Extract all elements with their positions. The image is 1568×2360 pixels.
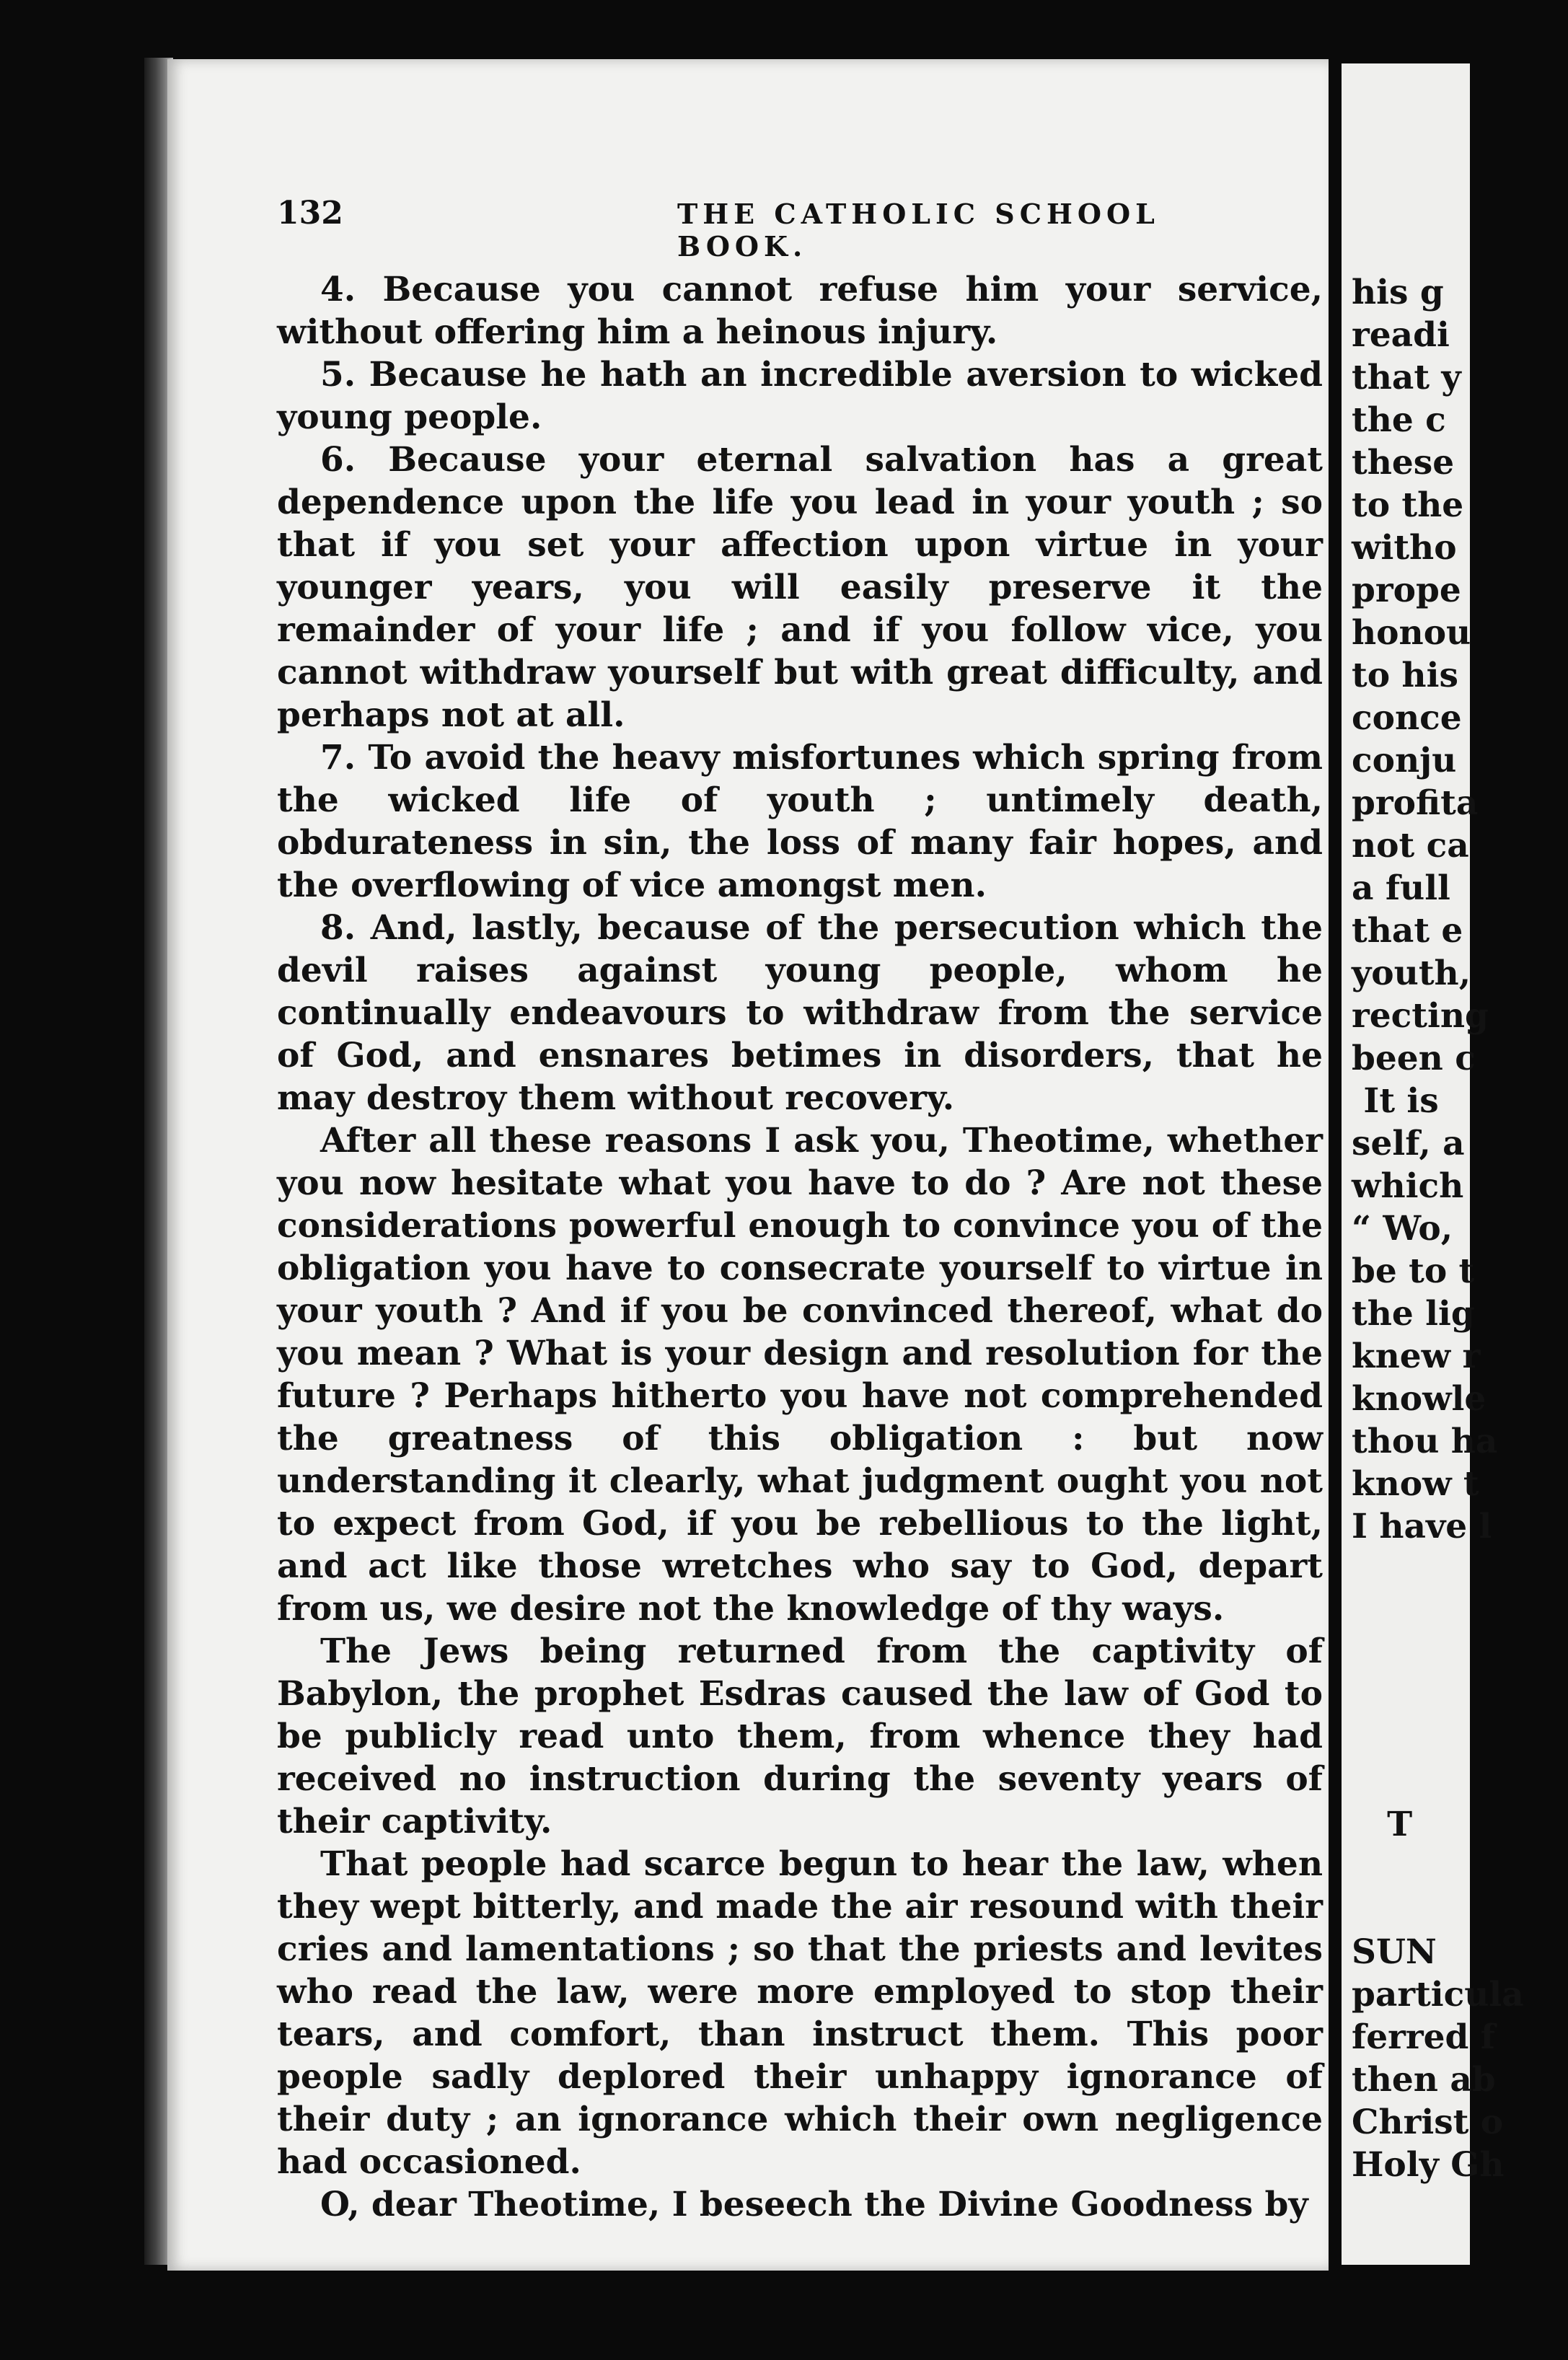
facing-page-line: witho [1352,528,1457,568]
paragraph-closing: O, dear Theotime, I beseech the Divine Goodness by [320,2185,1308,2224]
facing-page-line: “ Wo, [1352,1209,1453,1249]
facing-page-line: then ab [1352,2060,1496,2100]
facing-page-line: SUN [1352,1932,1437,1972]
facing-page-line: not ca [1352,826,1469,866]
facing-page-line: honou [1352,613,1471,653]
facing-page-line: a full [1352,868,1450,908]
facing-page-line: be to t [1352,1251,1475,1291]
paragraph-6: 6. Because your eternal salvation has a great dependence upon the life you lead in your youth ; so that if you set your affection upon virtue in your younger years, you will easily preserve it the remainder of your life ; and if you follow vice, you cannot withdraw yourself but with great difficulty, and perhaps not at all. [277,440,1323,735]
paragraph-after-reasons: After all these reasons I ask you, Theotime, whether you now hesitate what you have to do ? Are not these considerations powerful enough to convince you of the obligation you have to consecrate yourself to virtue in your youth ? And if you be convinced thereof, what do you mean ? What is your design and resolution for the future ? Perhaps hitherto you have not comprehended the greatness of this obligation : but now understanding it clearly, what judgment ought you not to expect from God, if you be rebellious to the light, and act like those wretches who say to God, depart from us, we desire not the knowledge of thy ways. [277,1121,1323,1629]
facing-page-line: know t [1352,1464,1479,1504]
facing-page-line: youth, [1352,954,1471,993]
facing-page-line: particula [1352,1975,1524,2015]
facing-page-line [1352,1590,1568,1633]
facing-page-line: that y [1352,358,1461,397]
facing-page-line: to the [1352,485,1464,525]
facing-page-line [1352,1676,1568,1718]
facing-page-line: profita [1352,783,1479,823]
facing-page-line: conju [1352,741,1457,780]
facing-page-line: these [1352,443,1455,483]
page-number: 132 [277,195,343,232]
facing-page [1342,63,1524,2265]
body-text [277,268,1323,2226]
facing-page-line [1352,1633,1568,1676]
paragraph-5: 5. Because he hath an incredible aversion to wicked young people. [277,355,1323,437]
facing-page-line [1352,1718,1568,1761]
running-title: THE CATHOLIC SCHOOL BOOK. [677,198,1160,263]
facing-page-line [1352,1761,1568,1803]
facing-page-line: prope [1352,571,1461,610]
facing-page-line: thou ha [1352,1422,1498,1461]
paragraph-7: 7. To avoid the heavy misfortunes which spring from the wicked life of youth ; untimely death, obdurateness in sin, the loss of many fair hopes, and the overflowing of vice amongst men. [277,738,1323,905]
facing-page-line: to his [1352,656,1458,695]
running-head [277,195,1287,263]
facing-page-text [1352,271,1568,2186]
facing-page-line: T [1352,1805,1413,1844]
facing-page-line [1352,1548,1568,1590]
page-gap [1329,59,1342,2271]
facing-page-line: that e [1352,911,1463,951]
facing-page-line: conce [1352,698,1462,738]
facing-page-line: the lig [1352,1294,1475,1334]
facing-page-line: which [1352,1166,1464,1206]
facing-page-line: It is [1352,1081,1439,1121]
paragraph-jews: The Jews being returned from the captivity of Babylon, the prophet Esdras caused the law of God to be publicly read unto them, from whence they had received no instruction during the seventy years of their captivity. [277,1632,1323,1841]
left-page [167,59,1329,2271]
paragraph-8: 8. And, lastly, because of the persecution which the devil raises against young people, whom he continually endeavours to withdraw from the service of God, and ensnares betimes in disorders, that he may destroy them without recovery. [277,908,1323,1118]
facing-page-line: Holy Gh [1352,2145,1505,2185]
facing-page-line: self, a [1352,1124,1465,1163]
facing-page-line: Christ o [1352,2103,1504,2142]
facing-page-line [1352,1846,1568,1888]
facing-page-line: the c [1352,400,1446,440]
facing-page-line: knew r [1352,1337,1481,1376]
facing-page-line: recting [1352,996,1489,1036]
paragraph-people: That people had scarce begun to hear the law, when they wept bitterly, and made the air resound with their cries and lamentations ; so that the priests and levites who read the law, were more employed to stop their tears, and comfort, than instruct them. This poor people sadly deplored their unhappy ignorance of their duty ; an ignorance which their own negligence had occasioned. [277,1844,1323,2182]
facing-page-line: ferred f [1352,2017,1495,2057]
facing-page-line: I have l [1352,1507,1492,1546]
paragraph-4: 4. Because you cannot refuse him your service, without offering him a heinous injury. [277,270,1323,352]
facing-page-line: been c [1352,1039,1476,1078]
facing-page-line [1352,1888,1568,1931]
facing-page-line: knowle [1352,1379,1486,1419]
facing-page-line: readi [1352,315,1450,355]
facing-page-line: his g [1352,273,1444,312]
